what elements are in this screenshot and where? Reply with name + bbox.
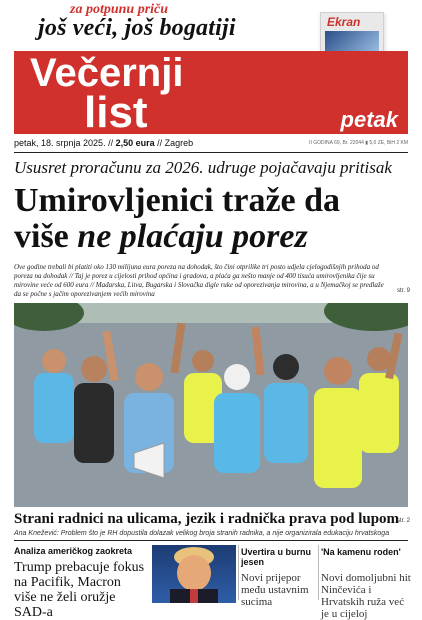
photo-page-ref: str. 2: [396, 518, 410, 524]
divider: [14, 540, 408, 541]
teaser-2-headline[interactable]: Novi prijepor među ustavnim sucima: [241, 572, 309, 608]
teaser-1-headline[interactable]: Trump prebacuje fokus na Pacifik, Macron više ne želi oružje SAD-a: [14, 560, 145, 620]
teaser-3-headline[interactable]: Novi domoljubni hit Ninčevića i Hrvatskih ruža već je u cijeloj: [321, 572, 411, 620]
teaser-3-kicker: 'Na kamenu roden': [321, 547, 401, 557]
edition-fine-print: II GODINA 69, Br. 22044 ▮ 5,0 ZE, BiH 2 KM: [309, 140, 408, 146]
dateline-separator: //: [105, 138, 116, 148]
lead-kicker: Ususret proračunu za 2026. udruge pojačavaju pritisak: [14, 158, 392, 177]
photo-caption-headline[interactable]: Strani radnici na ulicama, jezik i radnička prava pod lupom: [14, 511, 400, 527]
masthead[interactable]: [14, 51, 408, 137]
teaser-photo-illustration: [152, 545, 236, 603]
dateline-price: 2,50 eura: [115, 138, 155, 148]
masthead-day: petak: [340, 107, 398, 132]
lead-headline-line1[interactable]: Umirovljenici traže da: [14, 182, 341, 219]
lead-summary: Ove godine trebali bi platiti oko 130 milijuna eura poreza na dohodak, što čini otprilike tri posto udjela cjelogodišnjih prihoda od poreza na dohodak // Taj je porez u cijelosti prihod općina i gradova, a plaća ga nešto manje od 400 tisuća umirovljenika čije su mirovine veće od 600 eura // Mađarska, Litva, Bugarska i Slovačka digle ruke od oporezivanja mirovina, a u Njemačkoj se predlaže da se počne s jačim oporezivanjem većih mirovina: [14, 263, 384, 298]
ekran-title: Ekran: [327, 15, 361, 29]
teaser-photo: [152, 545, 236, 603]
protest-photo-illustration: [14, 303, 408, 507]
dateline: [14, 138, 193, 148]
column-divider: [318, 545, 319, 600]
masthead-title-line1: Večernji: [30, 51, 184, 95]
teaser-1-kicker: Analiza američkog zaokreta: [14, 546, 133, 556]
teaser-2-kicker: Uvertira u burnu jesen: [241, 547, 312, 567]
promo-headline: još veći, još bogatiji: [38, 15, 236, 41]
lead-headline-plain: više: [14, 218, 78, 255]
protest-photo[interactable]: [14, 303, 408, 507]
lead-headline-italic: ne plaćaju porez: [77, 218, 308, 255]
photo-subcaption: Ana Knežević: Problem što je RH dopustila dolazak velikog broja stranih radnika, a nije organizirala edukaciju hrvatskoga: [14, 530, 390, 537]
dateline-city: Zagreb: [164, 138, 194, 148]
column-divider: [238, 545, 239, 600]
masthead-title-line2: list: [84, 88, 148, 137]
dateline-separator: //: [154, 138, 165, 148]
lead-page-ref: str. 9: [396, 288, 410, 294]
divider: [14, 152, 408, 153]
promo-small-text: za potpunu priču: [70, 2, 169, 17]
lead-headline-line2[interactable]: [14, 219, 308, 255]
dateline-date: petak, 18. srpnja 2025.: [14, 138, 106, 148]
